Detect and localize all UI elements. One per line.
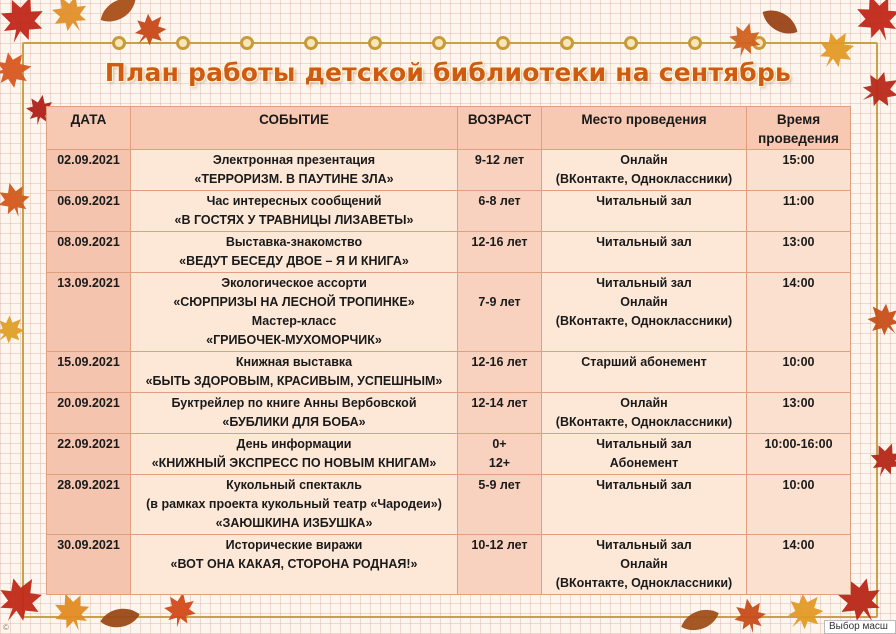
- column-header-time: Время проведения: [747, 107, 851, 150]
- cell-place: [542, 191, 747, 232]
- table-row: [47, 150, 851, 191]
- schedule-table: [46, 106, 851, 595]
- cell-place-line: (ВКонтакте, Одноклассники): [555, 415, 733, 429]
- cell-event: [131, 191, 458, 232]
- cell-place-line: Читальный зал: [596, 478, 692, 492]
- cell-date: 30.09.2021: [47, 535, 131, 595]
- cell-age: [458, 393, 542, 434]
- cell-time: 13:00: [747, 393, 851, 434]
- cell-event-line: «В ГОСТЯХ У ТРАВНИЦЫ ЛИЗАВЕТЫ»: [174, 213, 414, 227]
- cell-age-line: 6-8 лет: [478, 194, 521, 208]
- cell-age: [458, 475, 542, 535]
- table-row: [47, 475, 851, 535]
- cell-event: [131, 535, 458, 595]
- table-row: [47, 352, 851, 393]
- cell-place: [542, 393, 747, 434]
- cell-place-line: Старший абонемент: [581, 355, 707, 369]
- cell-place-line: Онлайн: [620, 153, 668, 167]
- table-row: [47, 273, 851, 352]
- cell-age: [458, 273, 542, 352]
- cell-place-line: Онлайн: [620, 557, 668, 571]
- cell-place-line: Онлайн: [620, 295, 668, 309]
- cell-place: [542, 273, 747, 352]
- cell-event-line: Выставка-знакомство: [225, 235, 363, 249]
- cell-place-line: Читальный зал: [596, 437, 692, 451]
- cell-time: 14:00: [747, 273, 851, 352]
- table-row: [47, 535, 851, 595]
- cell-date: 22.09.2021: [47, 434, 131, 475]
- cell-age-line: 7-9 лет: [478, 295, 521, 309]
- cell-event-line: Мастер-класс: [251, 314, 337, 328]
- cell-place: [542, 475, 747, 535]
- cell-event-line: День информации: [236, 437, 352, 451]
- cell-age: [458, 191, 542, 232]
- cell-event-line: Экологическое ассорти: [221, 276, 367, 290]
- cell-age-line: 5-9 лет: [478, 478, 521, 492]
- cell-place-line: (ВКонтакте, Одноклассники): [555, 172, 733, 186]
- cell-event-line: Кукольный спектакль: [226, 478, 362, 492]
- cell-time: 14:00: [747, 535, 851, 595]
- copyright-mark: ©: [3, 623, 9, 632]
- cell-event-line: «СЮРПРИЗЫ НА ЛЕСНОЙ ТРОПИНКЕ»: [173, 295, 415, 309]
- cell-age-line: 0+: [492, 437, 507, 451]
- cell-age-line: 12-16 лет: [471, 355, 528, 369]
- cell-event-line: «ТЕРРОРИЗМ. В ПАУТИНЕ ЗЛА»: [194, 172, 394, 186]
- zoom-selector[interactable]: Выбор масш: [824, 620, 896, 634]
- cell-date: 02.09.2021: [47, 150, 131, 191]
- cell-date: 20.09.2021: [47, 393, 131, 434]
- cell-place-line: Читальный зал: [596, 194, 692, 208]
- cell-event: [131, 475, 458, 535]
- cell-age: [458, 232, 542, 273]
- cell-place-line: Онлайн: [620, 396, 668, 410]
- cell-event-line: Электронная презентация: [212, 153, 376, 167]
- cell-place: [542, 150, 747, 191]
- table-row: [47, 393, 851, 434]
- cell-date: 28.09.2021: [47, 475, 131, 535]
- cell-event-line: «КНИЖНЫЙ ЭКСПРЕСС ПО НОВЫМ КНИГАМ»: [151, 456, 437, 470]
- column-header-place: Место проведения: [542, 107, 747, 150]
- cell-event: [131, 393, 458, 434]
- cell-age-line: 10-12 лет: [471, 538, 528, 552]
- cell-age: [458, 535, 542, 595]
- column-header-event: СОБЫТИЕ: [131, 107, 458, 150]
- cell-event-line: Книжная выставка: [235, 355, 353, 369]
- cell-date: 15.09.2021: [47, 352, 131, 393]
- cell-age-line: 9-12 лет: [474, 153, 525, 167]
- cell-place-line: (ВКонтакте, Одноклассники): [555, 314, 733, 328]
- cell-place: [542, 434, 747, 475]
- table-row: [47, 434, 851, 475]
- cell-event-line: «ЗАЮШКИНА ИЗБУШКА»: [215, 516, 373, 530]
- cell-time: 11:00: [747, 191, 851, 232]
- cell-time: 15:00: [747, 150, 851, 191]
- cell-event-line: «ВОТ ОНА КАКАЯ, СТОРОНА РОДНАЯ!»: [170, 557, 418, 571]
- cell-event-line: «ГРИБОЧЕК-МУХОМОРЧИК»: [206, 333, 382, 347]
- cell-place-line: Читальный зал: [596, 235, 692, 249]
- cell-age-line: [460, 274, 539, 293]
- cell-place-line: Читальный зал: [596, 538, 692, 552]
- cell-event-line: Буктрейлер по книге Анны Вербовской: [171, 396, 417, 410]
- cell-age: [458, 434, 542, 475]
- cell-event: [131, 232, 458, 273]
- cell-time: 10:00-16:00: [747, 434, 851, 475]
- cell-event: [131, 434, 458, 475]
- cell-event-line: Час интересных сообщений: [206, 194, 382, 208]
- cell-event-line: (в рамках проекта кукольный театр «Чародеи»): [146, 497, 442, 511]
- cell-age-line: 12-16 лет: [471, 235, 528, 249]
- cell-place-line: Абонемент: [609, 456, 679, 470]
- cell-age: [458, 150, 542, 191]
- cell-event: [131, 273, 458, 352]
- cell-date: 08.09.2021: [47, 232, 131, 273]
- cell-place: [542, 232, 747, 273]
- cell-time: 10:00: [747, 352, 851, 393]
- page-title: План работы детской библиотеки на сентябрь: [104, 58, 792, 87]
- table-row: [47, 191, 851, 232]
- cell-event: [131, 150, 458, 191]
- cell-age-line: 12-14 лет: [471, 396, 528, 410]
- cell-date: 06.09.2021: [47, 191, 131, 232]
- cell-event-line: Исторические виражи: [225, 538, 363, 552]
- cell-time: 13:00: [747, 232, 851, 273]
- cell-place: [542, 535, 747, 595]
- table-row: [47, 232, 851, 273]
- cell-event-line: «БЫТЬ ЗДОРОВЫМ, КРАСИВЫМ, УСПЕШНЫМ»: [145, 374, 443, 388]
- cell-place-line: (ВКонтакте, Одноклассники): [555, 576, 733, 590]
- cell-age-line: 12+: [488, 456, 511, 470]
- cell-age: [458, 352, 542, 393]
- cell-event-line: «БУБЛИКИ ДЛЯ БОБА»: [222, 415, 366, 429]
- cell-place: [542, 352, 747, 393]
- cell-time: 10:00: [747, 475, 851, 535]
- cell-place-line: Читальный зал: [596, 276, 692, 290]
- cell-date: 13.09.2021: [47, 273, 131, 352]
- cell-event-line: «ВЕДУТ БЕСЕДУ ДВОЕ – Я И КНИГА»: [179, 254, 409, 268]
- column-header-date: ДАТА: [47, 107, 131, 150]
- column-header-age: ВОЗРАСТ: [458, 107, 542, 150]
- table-header-row: [47, 107, 851, 150]
- cell-event: [131, 352, 458, 393]
